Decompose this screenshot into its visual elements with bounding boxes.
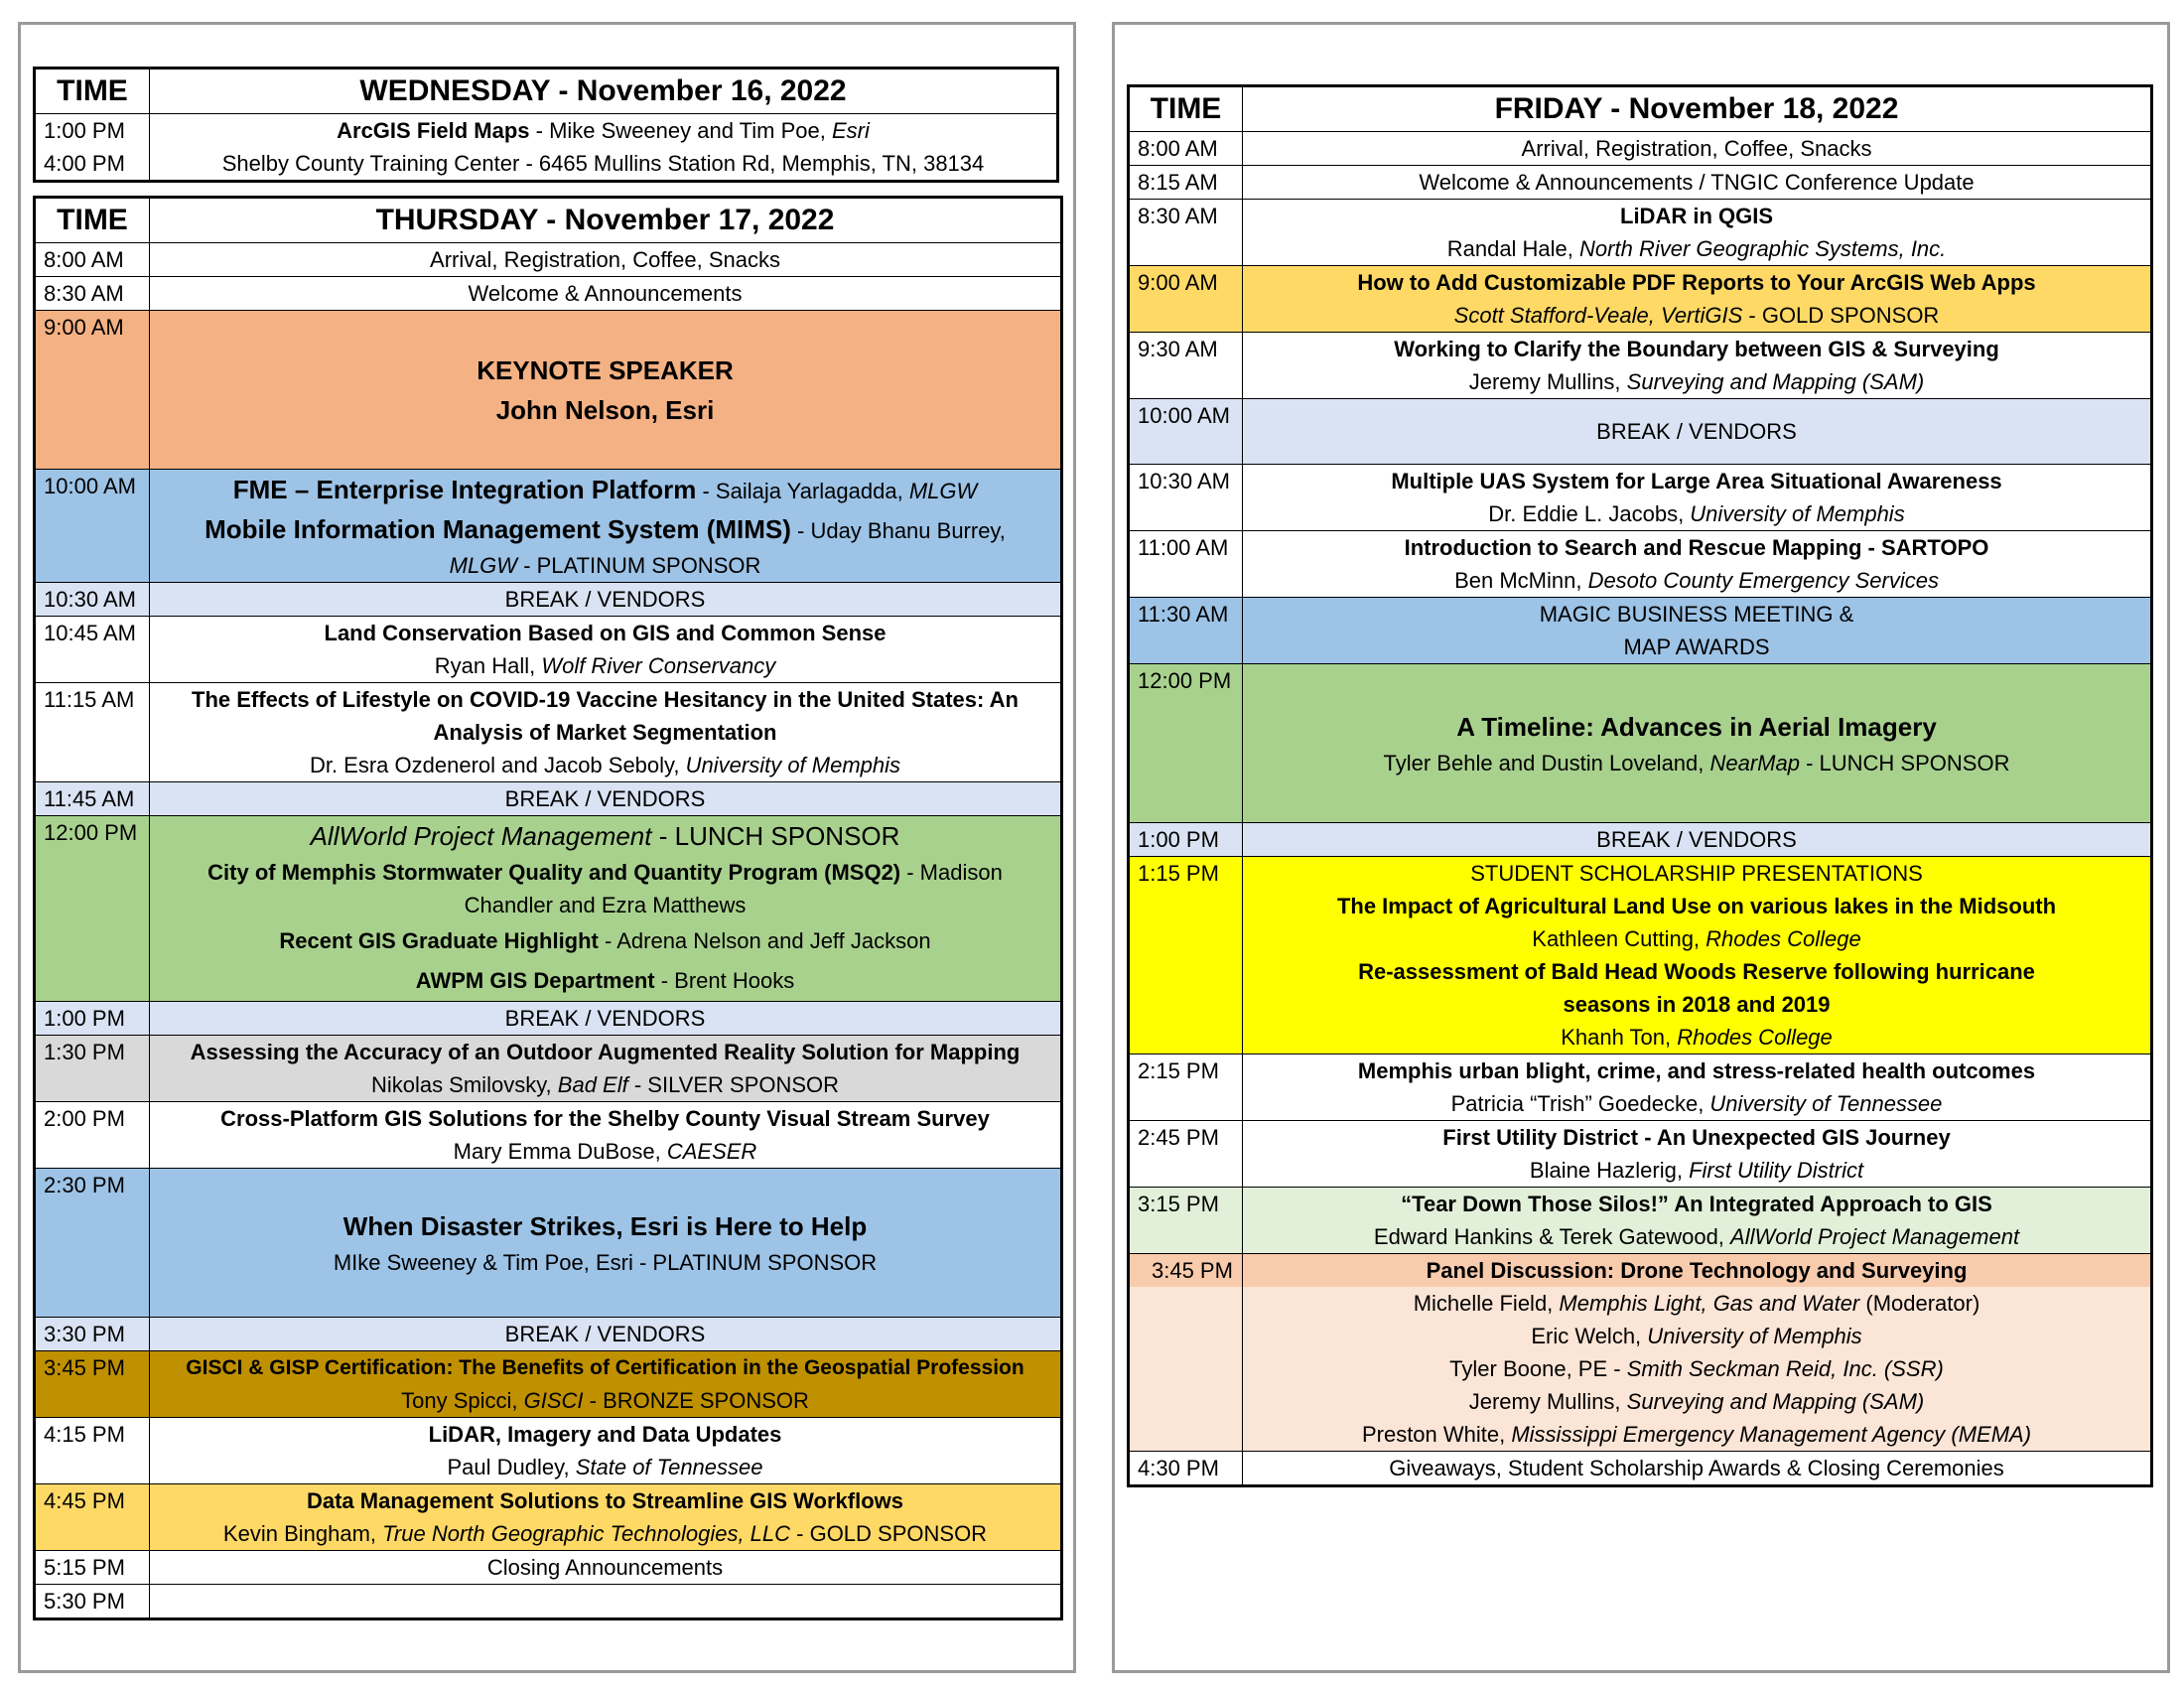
table-row: [35, 1585, 1062, 1619]
panelist: [1243, 1287, 2150, 1320]
session-text: Giveaways, Student Scholarship Awards & Closing Ceremonies: [1243, 1452, 2152, 1486]
table-row: [1129, 333, 2152, 399]
sponsor-label: - BRONZE SPONSOR: [583, 1388, 809, 1413]
table-row-lunch: [1129, 664, 2152, 823]
session-title: Recent GIS Graduate Highlight: [279, 928, 599, 953]
session-line: [1249, 1220, 2144, 1253]
table-row: [1129, 465, 2152, 531]
session-presenters: Mary Emma DuBose,: [453, 1139, 667, 1164]
panelist-org: Memphis Light, Gas and Water: [1559, 1291, 1860, 1316]
thursday-day-heading: THURSDAY - November 17, 2022: [150, 198, 1062, 243]
keynote-speaker: John Nelson, Esri: [495, 394, 715, 425]
session-presenters: Tyler Behle and Dustin Loveland,: [1383, 751, 1710, 775]
time-column-header: TIME: [35, 69, 150, 114]
session-line: [1249, 365, 2144, 398]
session-text: BREAK / VENDORS: [150, 1318, 1062, 1351]
session-time: 5:15 PM: [35, 1551, 150, 1585]
session-title: Land Conservation Based on GIS and Common Sense: [324, 621, 887, 645]
session-line: [156, 1517, 1054, 1550]
session-time: 1:00 PM: [1129, 823, 1243, 857]
session-line: [156, 961, 1054, 1001]
session-org: State of Tennessee: [575, 1455, 763, 1479]
table-row: [1129, 132, 2152, 166]
session-time: 8:30 AM: [35, 277, 150, 311]
session-presenters: - Madison: [900, 860, 1003, 885]
right-page: [1112, 22, 2170, 1673]
session-time: 11:15 AM: [35, 683, 150, 782]
session-org: Rhodes College: [1677, 1025, 1833, 1050]
session-cell: [150, 683, 1062, 782]
session-line: [156, 856, 1054, 889]
session-cell: [1243, 531, 2152, 598]
panelist: [1243, 1352, 2150, 1385]
sponsor-label: - LUNCH SPONSOR: [651, 821, 900, 851]
table-row-gold: [1129, 266, 2152, 333]
left-page: [18, 22, 1076, 1673]
session-time: 1:15 PM: [1129, 857, 1243, 1055]
session-line: [1249, 497, 2144, 530]
table-row: [35, 277, 1062, 311]
panelist-name: Preston White,: [1361, 1422, 1512, 1447]
session-presenters: Edward Hankins & Terek Gatewood,: [1373, 1224, 1731, 1249]
session-cell: [150, 1484, 1062, 1551]
session-presenters: Dr. Esra Ozdenerol and Jacob Seboly,: [309, 753, 686, 777]
table-row: [35, 114, 1058, 182]
table-header-row: [35, 69, 1058, 114]
session-line: [156, 749, 1054, 781]
session-title: LiDAR, Imagery and Data Updates: [428, 1422, 782, 1447]
session-text: Welcome & Announcements: [150, 277, 1062, 311]
session-title: City of Memphis Stormwater Quality and Quantity Program (MSQ2): [207, 860, 901, 885]
session-title: First Utility District - An Unexpected GIS Journey: [1442, 1125, 1951, 1150]
table-row-lunch: [35, 816, 1062, 1002]
session-line: [156, 816, 1054, 856]
session-org: Scott Stafford-Veale, VertiGIS: [1453, 303, 1743, 328]
table-row: [1129, 1452, 2152, 1486]
session-presenters: Nikolas Smilovsky,: [370, 1072, 558, 1097]
session-presenters: - Brent Hooks: [654, 968, 795, 993]
table-row: [1129, 531, 2152, 598]
session-line: [1249, 1154, 2144, 1187]
session-org: North River Geographic Systems, Inc.: [1579, 236, 1947, 261]
panelist-org: University of Memphis: [1647, 1324, 1862, 1348]
session-line: [1249, 1021, 2144, 1054]
session-text: BREAK / VENDORS: [150, 782, 1062, 816]
session-time: 12:00 PM: [1129, 664, 1243, 823]
session-cell: [1243, 1254, 2152, 1452]
session-time: 4:15 PM: [35, 1418, 150, 1484]
sponsor-label: - GOLD SPONSOR: [1742, 303, 1940, 328]
session-presenters: Khanh Ton,: [1561, 1025, 1678, 1050]
wednesday-day-heading: WEDNESDAY - November 16, 2022: [150, 69, 1058, 114]
session-time: 9:00 AM: [35, 311, 150, 470]
session-line: [156, 509, 1054, 549]
session-org: University of Tennessee: [1709, 1091, 1943, 1116]
sponsor-label: - LUNCH SPONSOR: [1799, 751, 2010, 775]
session-text: BREAK / VENDORS: [1243, 823, 2152, 857]
session-title: Panel Discussion: Drone Technology and Surveying: [1243, 1254, 2150, 1287]
session-time: [1129, 1254, 1243, 1452]
sponsor-org: AllWorld Project Management: [310, 821, 652, 851]
session-org: Rhodes College: [1706, 926, 1861, 951]
session-cell: [1243, 857, 2152, 1055]
time-column-header: TIME: [1129, 86, 1243, 132]
session-text: MAP AWARDS: [1623, 634, 1770, 659]
panelist-org: Mississippi Emergency Management Agency (MEMA): [1511, 1422, 2032, 1447]
session-time: 9:30 AM: [1129, 333, 1243, 399]
session-cell: [150, 617, 1062, 683]
table-row-break: [1129, 823, 2152, 857]
session-time: 5:30 PM: [35, 1585, 150, 1619]
table-row-business-meeting: [1129, 598, 2152, 664]
session-presenters: Jeremy Mullins,: [1468, 369, 1627, 394]
table-row-silos: [1129, 1188, 2152, 1254]
table-row-gold: [35, 1484, 1062, 1551]
table-row: [35, 1418, 1062, 1484]
session-time: 2:45 PM: [1129, 1121, 1243, 1188]
table-row: [35, 1551, 1062, 1585]
session-time: 8:15 AM: [1129, 166, 1243, 200]
session-text: MAGIC BUSINESS MEETING &: [1539, 602, 1854, 627]
table-row-platinum: [35, 1169, 1062, 1318]
sponsor-label: - SILVER SPONSOR: [627, 1072, 840, 1097]
session-presenters: Chandler and Ezra Matthews: [464, 893, 747, 917]
session-cell: [150, 1351, 1062, 1418]
session-presenters: Patricia “Trish” Goedecke,: [1450, 1091, 1710, 1116]
session-title: Memphis urban blight, crime, and stress-related health outcomes: [1357, 1058, 2036, 1083]
session-title: LiDAR in QGIS: [1620, 204, 1773, 228]
session-line: [156, 1384, 1054, 1417]
session-cell: [1243, 1188, 2152, 1254]
session-cell: [1243, 200, 2152, 266]
session-text: BREAK / VENDORS: [150, 583, 1062, 617]
session-time: 12:00 PM: [35, 816, 150, 1002]
friday-schedule-table: [1127, 84, 2153, 1487]
panelist: [1243, 1418, 2150, 1451]
session-presenters: Dr. Eddie L. Jacobs,: [1488, 501, 1691, 526]
session-line: [156, 1451, 1054, 1483]
session-time: [35, 114, 150, 182]
session-time: 3:15 PM: [1129, 1188, 1243, 1254]
panelist-org: Surveying and Mapping (SAM): [1626, 1389, 1925, 1414]
session-org: Bad Elf: [557, 1072, 628, 1097]
session-org: First Utility District: [1689, 1158, 1864, 1183]
session-title: A Timeline: Advances in Aerial Imagery: [1456, 712, 1937, 742]
table-row: [1129, 200, 2152, 266]
session-text: Arrival, Registration, Coffee, Snacks: [150, 243, 1062, 277]
session-org: MLGW: [449, 553, 518, 578]
session-presenters: Blaine Hazlerig,: [1529, 1158, 1690, 1183]
session-time: 1:00 PM: [35, 1002, 150, 1036]
session-title: The Effects of Lifestyle on COVID-19 Vaccine Hesitancy in the United States: An: [192, 687, 1019, 712]
table-row: [35, 617, 1062, 683]
table-row-bronze: [35, 1351, 1062, 1418]
table-row: [1129, 1121, 2152, 1188]
session-title: Assessing the Accuracy of an Outdoor Augmented Reality Solution for Mapping: [190, 1040, 1021, 1064]
session-cell: [1243, 266, 2152, 333]
panel-time: 3:45 PM: [1130, 1254, 1242, 1287]
panelist: [1243, 1320, 2150, 1352]
session-cell: [1243, 1121, 2152, 1188]
session-org: True North Geographic Technologies, LLC: [382, 1521, 791, 1546]
session-org: GISCI: [523, 1388, 584, 1413]
session-title: GISCI & GISP Certification: The Benefits of Certification in the Geospatial Profession: [186, 1356, 1024, 1379]
table-row: [1129, 1055, 2152, 1121]
session-title: Multiple UAS System for Large Area Situational Awareness: [1391, 469, 2002, 493]
start-time: 1:00 PM: [44, 118, 125, 143]
session-text: Welcome & Announcements / TNGIC Conference Update: [1243, 166, 2152, 200]
table-row-student: [1129, 857, 2152, 1055]
panelist-org: Smith Seckman Reid, Inc. (SSR): [1626, 1356, 1944, 1381]
session-presenters: Randal Hale,: [1446, 236, 1580, 261]
session-time: 3:30 PM: [35, 1318, 150, 1351]
session-time: 2:00 PM: [35, 1102, 150, 1169]
session-title: Data Management Solutions to Streamline GIS Workflows: [306, 1488, 904, 1513]
session-org: Surveying and Mapping (SAM): [1626, 369, 1925, 394]
session-line: [1249, 299, 2144, 332]
table-header-row: [1129, 86, 2152, 132]
session-title: Mobile Information Management System (MIMS): [205, 514, 791, 544]
session-presenters: Paul Dudley,: [447, 1455, 576, 1479]
session-time: 10:45 AM: [35, 617, 150, 683]
session-cell: [150, 1102, 1062, 1169]
sponsor-label: - PLATINUM SPONSOR: [517, 553, 761, 578]
session-org: NearMap: [1709, 751, 1800, 775]
session-time: 4:30 PM: [1129, 1452, 1243, 1486]
friday-day-heading: FRIDAY - November 18, 2022: [1243, 86, 2152, 132]
session-line: [156, 1135, 1054, 1168]
session-line: [156, 549, 1054, 582]
session-presenters: - Mike Sweeney and Tim Poe,: [529, 118, 832, 143]
session-org: Wolf River Conservancy: [541, 653, 776, 678]
keynote-title: KEYNOTE SPEAKER: [477, 354, 734, 385]
session-cell: [1243, 664, 2152, 823]
panelist-name: Eric Welch,: [1531, 1324, 1648, 1348]
session-presenters: - Uday Bhanu Burrey,: [790, 518, 1006, 543]
session-cell: [150, 816, 1062, 1002]
session-line: [156, 921, 1054, 961]
table-row: [35, 243, 1062, 277]
session-presenters: Tony Spicci,: [401, 1388, 524, 1413]
session-time: 2:30 PM: [35, 1169, 150, 1318]
session-title: How to Add Customizable PDF Reports to Your ArcGIS Web Apps: [1357, 270, 2036, 295]
session-org: Esri: [831, 118, 870, 143]
keynote-cell: [150, 311, 1062, 470]
session-time: 8:00 AM: [1129, 132, 1243, 166]
table-row: [1129, 166, 2152, 200]
session-presenters: Ben McMinn,: [1454, 568, 1588, 593]
panelist-name: Tyler Boone, PE -: [1449, 1356, 1627, 1381]
session-org: AllWorld Project Management: [1730, 1224, 2020, 1249]
session-title: Cross-Platform GIS Solutions for the Shelby County Visual Stream Survey: [220, 1106, 990, 1131]
session-org: Desoto County Emergency Services: [1587, 568, 1939, 593]
session-line: [1249, 922, 2144, 955]
session-title: AWPM GIS Department: [415, 968, 655, 993]
session-time: 10:30 AM: [1129, 465, 1243, 531]
session-title: Analysis of Market Segmentation: [433, 720, 777, 745]
session-presenters: Kathleen Cutting,: [1532, 926, 1706, 951]
table-row-keynote: [35, 311, 1062, 470]
session-text: [150, 1585, 1062, 1619]
session-cell: [1243, 598, 2152, 664]
session-title: “Tear Down Those Silos!” An Integrated Approach to GIS: [1401, 1192, 1992, 1216]
table-row: [35, 683, 1062, 782]
session-cell: [1243, 1055, 2152, 1121]
session-cell: [1243, 333, 2152, 399]
session-title-line: [156, 114, 1050, 147]
session-time: 11:45 AM: [35, 782, 150, 816]
session-presenters: - Adrena Nelson and Jeff Jackson: [598, 928, 931, 953]
session-line: [1249, 747, 2144, 779]
session-presenters: Kevin Bingham,: [222, 1521, 383, 1546]
session-presenters: - Sailaja Yarlagadda,: [696, 479, 909, 503]
session-title: ArcGIS Field Maps: [337, 118, 530, 143]
session-header: STUDENT SCHOLARSHIP PRESENTATIONS: [1470, 861, 1923, 886]
session-time: 2:15 PM: [1129, 1055, 1243, 1121]
session-time: 10:00 AM: [1129, 399, 1243, 465]
session-time: 9:00 AM: [1129, 266, 1243, 333]
session-location: Shelby County Training Center - 6465 Mullins Station Rd, Memphis, TN, 38134: [221, 151, 985, 176]
session-cell: [150, 1169, 1062, 1318]
session-title: Re-assessment of Bald Head Woods Reserve following hurricane: [1358, 959, 2035, 984]
session-line: [1249, 564, 2144, 597]
session-org: MLGW: [908, 479, 978, 503]
session-time: 3:45 PM: [35, 1351, 150, 1418]
session-title: seasons in 2018 and 2019: [1563, 992, 1831, 1017]
session-line: [156, 470, 1054, 509]
table-row: [35, 1102, 1062, 1169]
thursday-schedule-table: [33, 196, 1063, 1620]
session-text: Closing Announcements: [150, 1551, 1062, 1585]
table-row-silver: [35, 1036, 1062, 1102]
session-title: Introduction to Search and Rescue Mapping - SARTOPO: [1404, 535, 1989, 560]
session-cell: [150, 114, 1058, 182]
panelist: [1243, 1385, 2150, 1418]
session-time: 8:30 AM: [1129, 200, 1243, 266]
sponsor-label: - GOLD SPONSOR: [790, 1521, 988, 1546]
session-cell: [150, 470, 1062, 583]
session-org: University of Memphis: [1690, 501, 1905, 526]
session-cell: [150, 1418, 1062, 1484]
session-org: University of Memphis: [685, 753, 901, 777]
panelist-name: Jeremy Mullins,: [1468, 1389, 1627, 1414]
session-title: The Impact of Agricultural Land Use on various lakes in the Midsouth: [1336, 894, 2057, 918]
session-time: 10:00 AM: [35, 470, 150, 583]
session-time: 11:30 AM: [1129, 598, 1243, 664]
session-cell: [1243, 465, 2152, 531]
table-row-break: [35, 1318, 1062, 1351]
table-row-break: [35, 782, 1062, 816]
session-title: FME – Enterprise Integration Platform: [232, 475, 697, 504]
session-time: 10:30 AM: [35, 583, 150, 617]
table-row-platinum: [35, 470, 1062, 583]
time-column-header: TIME: [35, 198, 150, 243]
table-row-panel: [1129, 1254, 2152, 1452]
panelist-role: (Moderator): [1859, 1291, 1980, 1316]
session-line: [1249, 232, 2144, 265]
session-time: 1:30 PM: [35, 1036, 150, 1102]
session-time: 8:00 AM: [35, 243, 150, 277]
session-presenters: MIke Sweeney & Tim Poe, Esri - PLATINUM SPONSOR: [333, 1250, 878, 1275]
session-line: [156, 649, 1054, 682]
panelist-name: Michelle Field,: [1413, 1291, 1560, 1316]
session-presenters: Ryan Hall,: [434, 653, 542, 678]
session-text: Arrival, Registration, Coffee, Snacks: [1243, 132, 2152, 166]
table-header-row: [35, 198, 1062, 243]
table-row-break: [35, 1002, 1062, 1036]
session-cell: [150, 1036, 1062, 1102]
session-text: BREAK / VENDORS: [150, 1002, 1062, 1036]
table-row-break: [1129, 399, 2152, 465]
session-time: 4:45 PM: [35, 1484, 150, 1551]
table-row-break: [35, 583, 1062, 617]
session-org: CAESER: [666, 1139, 757, 1164]
end-time: 4:00 PM: [44, 151, 125, 176]
session-text: BREAK / VENDORS: [1243, 399, 2152, 465]
wednesday-schedule-table: [33, 67, 1059, 183]
session-line: [1249, 1087, 2144, 1120]
session-title: When Disaster Strikes, Esri is Here to Help: [342, 1211, 868, 1241]
session-title: Working to Clarify the Boundary between GIS & Surveying: [1394, 337, 1999, 361]
session-time: 11:00 AM: [1129, 531, 1243, 598]
session-line: [156, 1068, 1054, 1101]
